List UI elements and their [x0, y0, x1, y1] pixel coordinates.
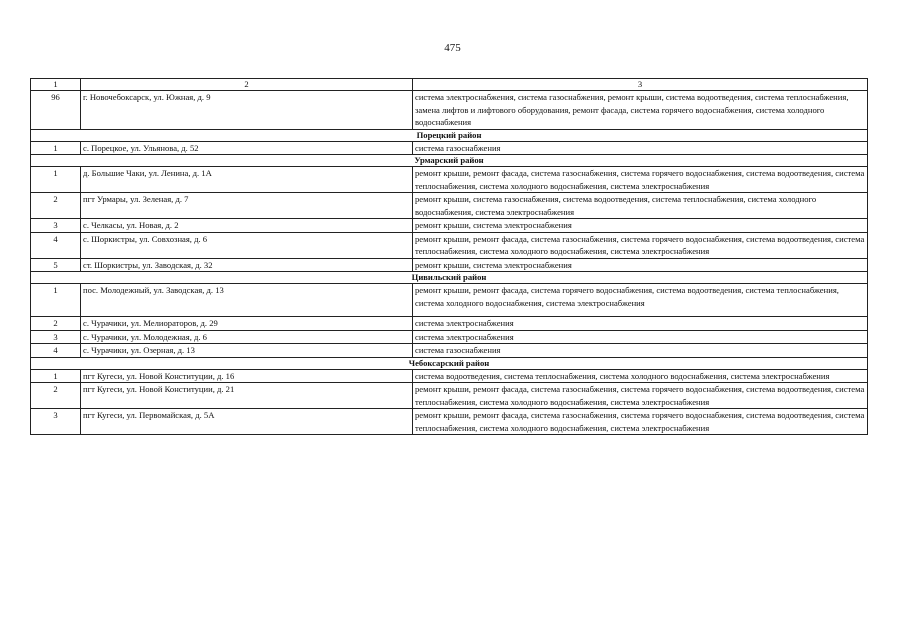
row-number: 5	[31, 258, 81, 272]
district-title: Чебоксарский район	[31, 357, 868, 369]
district-heading-row	[31, 272, 868, 284]
table-row	[31, 284, 868, 317]
address-cell: пгт Кугеси, ул. Новой Конституции, д. 16	[81, 369, 413, 383]
works-cell: система электроснабжения	[413, 330, 868, 344]
table-row	[31, 141, 868, 155]
address-cell: с. Челкасы, ул. Новая, д. 2	[81, 219, 413, 233]
address-cell: с. Чурачики, ул. Мелиораторов, д. 29	[81, 317, 413, 331]
district-heading-row	[31, 155, 868, 167]
address-cell: пгт Кугеси, ул. Новой Конституции, д. 21	[81, 383, 413, 409]
row-number: 2	[31, 193, 81, 219]
column-number-1: 1	[31, 79, 81, 91]
table-row	[31, 219, 868, 233]
address-cell: с. Порецкое, ул. Ульянова, д. 52	[81, 141, 413, 155]
works-cell: ремонт крыши, ремонт фасада, система газоснабжения, система горячего водоснабжения, система водоотведения, система теплоснабжения, система холодного водоснабжения, система электроснабжения	[413, 383, 868, 409]
row-number: 3	[31, 219, 81, 233]
address-cell: с. Шоркистры, ул. Совхозная, д. 6	[81, 232, 413, 258]
works-cell: ремонт крыши, система электроснабжения	[413, 258, 868, 272]
address-cell: пгт Кугеси, ул. Первомайская, д. 5А	[81, 409, 413, 435]
table-row	[31, 330, 868, 344]
row-number: 4	[31, 344, 81, 358]
row-number: 3	[31, 409, 81, 435]
table-row	[31, 258, 868, 272]
table-row	[31, 232, 868, 258]
district-heading-row	[31, 129, 868, 141]
address-cell: ст. Шоркистры, ул. Заводская, д. 32	[81, 258, 413, 272]
column-number-3: 3	[413, 79, 868, 91]
column-number-row	[31, 79, 868, 91]
page-number: 475	[444, 42, 461, 54]
works-cell: система газоснабжения	[413, 344, 868, 358]
row-number: 2	[31, 317, 81, 331]
table-row	[31, 193, 868, 219]
works-cell: ремонт крыши, ремонт фасада, система газоснабжения, система горячего водоснабжения, система водоотведения, система теплоснабжения, система холодного водоснабжения, система электроснабжения	[413, 232, 868, 258]
row-number: 96	[31, 91, 81, 130]
row-number: 1	[31, 369, 81, 383]
row-number: 1	[31, 141, 81, 155]
column-number-2: 2	[81, 79, 413, 91]
table-body	[31, 79, 868, 435]
row-number: 3	[31, 330, 81, 344]
table-row	[31, 369, 868, 383]
table-row	[31, 167, 868, 193]
address-cell: с. Чурачики, ул. Молодежная, д. 6	[81, 330, 413, 344]
works-cell: ремонт крыши, ремонт фасада, система газоснабжения, система горячего водоснабжения, система водоотведения, система теплоснабжения, система холодного водоснабжения, система электроснабжения	[413, 409, 868, 435]
district-title: Порецкий район	[31, 129, 868, 141]
table-row	[31, 344, 868, 358]
district-heading-row	[31, 357, 868, 369]
address-cell: пгт Урмары, ул. Зеленая, д. 7	[81, 193, 413, 219]
registry-table	[30, 78, 868, 435]
address-cell: с. Чурачики, ул. Озерная, д. 13	[81, 344, 413, 358]
address-cell: пос. Молодежный, ул. Заводская, д. 13	[81, 284, 413, 317]
address-cell: г. Новочебоксарск, ул. Южная, д. 9	[81, 91, 413, 130]
works-cell: ремонт крыши, ремонт фасада, система горячего водоснабжения, система водоотведения, система теплоснабжения, система холодного водоснабжения, система электроснабжения	[413, 284, 868, 317]
table-row	[31, 409, 868, 435]
works-cell: система электроснабжения, система газоснабжения, ремонт крыши, система водоотведения, система теплоснабжения, замена лифтов и лифтового оборудования, ремонт фасада, система горячего водоснабжения, система холодного водоснабжения	[413, 91, 868, 130]
works-cell: система водоотведения, система теплоснабжения, система холодного водоснабжения, система электроснабжения	[413, 369, 868, 383]
address-cell: д. Большие Чаки, ул. Ленина, д. 1А	[81, 167, 413, 193]
row-number: 1	[31, 167, 81, 193]
district-title: Урмарский район	[31, 155, 868, 167]
works-cell: система электроснабжения	[413, 317, 868, 331]
district-title: Цивильский район	[31, 272, 868, 284]
table-row	[31, 383, 868, 409]
works-cell: ремонт крыши, система электроснабжения	[413, 219, 868, 233]
row-number: 1	[31, 284, 81, 317]
works-cell: ремонт крыши, ремонт фасада, система газоснабжения, система горячего водоснабжения, система водоотведения, система теплоснабжения, система холодного водоснабжения, система электроснабжения	[413, 167, 868, 193]
works-cell: ремонт крыши, система газоснабжения, система водоотведения, система теплоснабжения, система холодного водоснабжения, система электроснабжения	[413, 193, 868, 219]
table-row	[31, 91, 868, 130]
row-number: 2	[31, 383, 81, 409]
works-cell: система газоснабжения	[413, 141, 868, 155]
table-row	[31, 317, 868, 331]
row-number: 4	[31, 232, 81, 258]
